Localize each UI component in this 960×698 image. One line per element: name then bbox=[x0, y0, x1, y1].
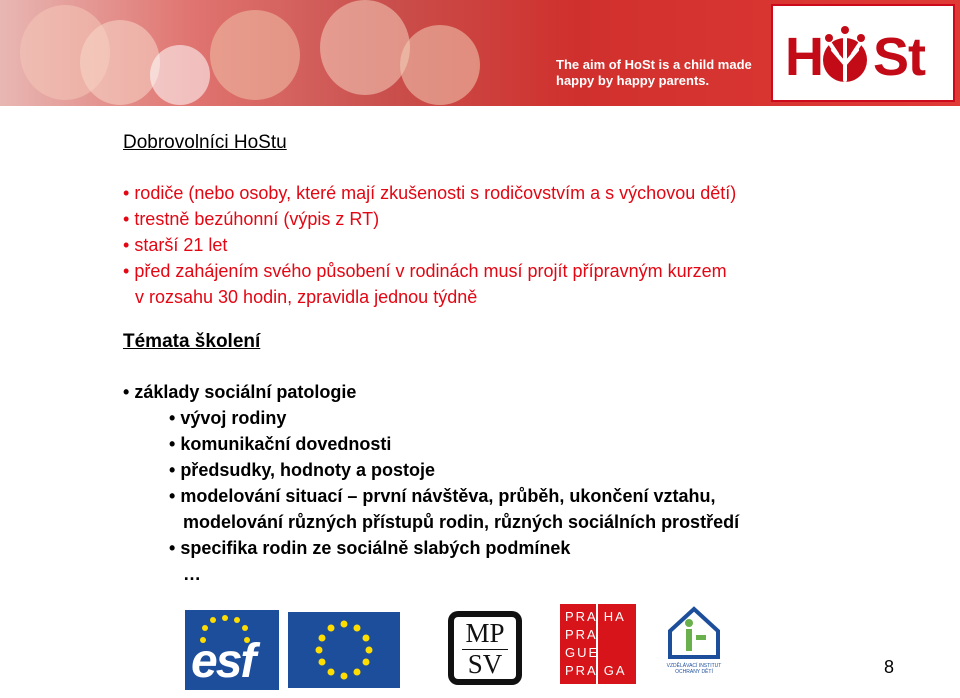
logo-letter-h: H bbox=[785, 27, 823, 87]
page-number: 8 bbox=[884, 657, 895, 677]
photo-face-6 bbox=[150, 45, 210, 105]
list-item-text: před zahájením svého působení v rodinách musí projít přípravným kurzem bbox=[134, 261, 727, 281]
tagline bbox=[556, 57, 776, 89]
praha-row bbox=[565, 626, 636, 662]
tagline-line-2: happy by happy parents. bbox=[556, 73, 710, 88]
list-item: • předsudky, hodnoty a postoje bbox=[169, 460, 436, 480]
praha-rows bbox=[565, 608, 636, 698]
photo-face-2 bbox=[80, 20, 160, 105]
list-item-text: předsudky, hodnoty a postoje bbox=[180, 460, 436, 480]
praha-row bbox=[565, 662, 636, 680]
praha-left: PRA bbox=[565, 627, 598, 642]
list-item: • před zahájením svého působení v rodinách musí projít přípravným kurzem bbox=[123, 261, 727, 281]
list-item: • vývoj rodiny bbox=[169, 408, 287, 428]
esf-text: esf bbox=[191, 635, 255, 688]
list-item-text: specifika rodin ze sociálně slabých podmínek bbox=[180, 538, 571, 558]
photo-face-4 bbox=[320, 0, 410, 95]
eu-flag bbox=[288, 612, 400, 688]
praha-right: GUE bbox=[565, 645, 600, 660]
section-heading-volunteers: Dobrovolníci HoStu bbox=[123, 132, 287, 153]
list-item: • trestně bezúhonní (výpis z RT) bbox=[123, 209, 380, 229]
praha-left: PRA bbox=[565, 681, 598, 696]
list-item-continuation: v rozsahu 30 hodin, zpravidla jednou týdně bbox=[135, 287, 478, 307]
list-item-continuation: modelování různých přístupů rodin, různých sociálních prostředí bbox=[183, 512, 740, 532]
main-topic: • základy sociální patologie bbox=[123, 382, 357, 402]
mpsv-logo bbox=[448, 611, 522, 685]
praha-right: HA bbox=[603, 609, 626, 624]
list-item: • specifika rodin ze sociálně slabých podmínek bbox=[169, 538, 571, 558]
institute-line-2: OCHRANY DĚTÍ bbox=[675, 669, 713, 675]
esf-logo bbox=[185, 610, 279, 690]
eu-star-circle-icon bbox=[288, 612, 400, 688]
institute-line-1: VZDĚLÁVACÍ INSTITUT bbox=[666, 663, 722, 669]
list-item-text: vývoj rodiny bbox=[180, 408, 287, 428]
logo-o-emblem-icon bbox=[821, 20, 869, 86]
praha-logo bbox=[560, 604, 636, 696]
list-item: • komunikační dovednosti bbox=[169, 434, 392, 454]
list-item-text: modelování situací – první návštěva, průběh, ukončení vztahu, bbox=[180, 486, 716, 506]
list-item-text: trestně bezúhonní (výpis z RT) bbox=[134, 209, 380, 229]
praha-right: GA bbox=[603, 663, 627, 678]
ellipsis: … bbox=[183, 564, 201, 584]
institute-logo bbox=[664, 603, 724, 681]
logo-letters-st: St bbox=[873, 27, 925, 87]
main-topic-text: základy sociální patologie bbox=[134, 382, 357, 402]
list-item-text: komunikační dovednosti bbox=[180, 434, 392, 454]
praha-right: G bbox=[603, 681, 616, 696]
volunteer-requirements-list bbox=[123, 180, 736, 310]
tagline-line-1: The aim of HoSt is a child made bbox=[556, 57, 752, 72]
praha-row bbox=[565, 608, 636, 626]
house-child-icon bbox=[664, 603, 724, 661]
photo-face-5 bbox=[400, 25, 480, 105]
list-item-text: rodiče (nebo osoby, které mají zkušenosti s rodičovstvím a s výchovou dětí) bbox=[134, 183, 737, 203]
mpsv-line-2: SV bbox=[467, 649, 503, 679]
list-item: • rodiče (nebo osoby, které mají zkušenosti s rodičovstvím a s výchovou dětí) bbox=[123, 183, 737, 203]
list-item: • starší 21 let bbox=[123, 235, 228, 255]
list-item-text: starší 21 let bbox=[134, 235, 228, 255]
mpsv-line-1: MP bbox=[465, 618, 505, 648]
photo-face-3 bbox=[210, 10, 300, 100]
training-topics-list bbox=[123, 379, 739, 587]
praha-row bbox=[565, 680, 636, 698]
praha-left: PRA bbox=[565, 609, 598, 624]
praha-left: PRA bbox=[565, 663, 598, 678]
section-heading-training: Témata školení bbox=[123, 331, 261, 352]
host-logo bbox=[771, 4, 955, 102]
list-item: • modelování situací – první návštěva, průběh, ukončení vztahu, bbox=[169, 486, 716, 506]
